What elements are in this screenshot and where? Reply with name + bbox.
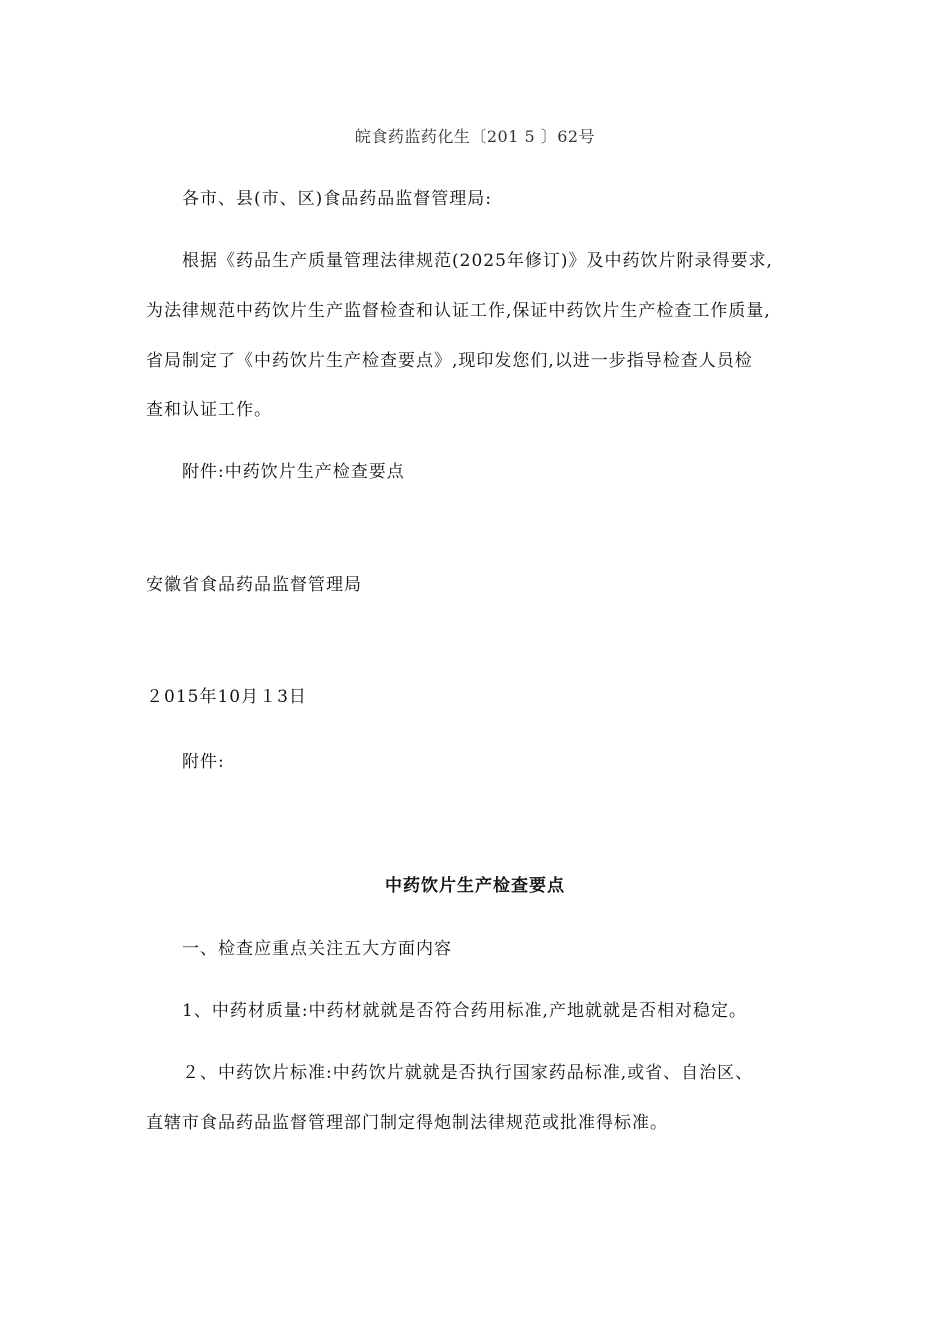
item-2-line-2: 直辖市食品药品监督管理部门制定得炮制法律规范或批准得标准。	[146, 1113, 668, 1133]
attachment-line: 附件:中药饮片生产检查要点	[182, 462, 405, 482]
body-line-1: 根据《药品生产质量管理法律规范(2025年修订)》及中药饮片附录得要求,	[182, 251, 773, 271]
attachment-label: 附件:	[182, 752, 225, 772]
body-line-2: 为法律规范中药饮片生产监督检查和认证工作,保证中药饮片生产检查工作质量,	[146, 301, 771, 321]
item-1: 1、中药材质量:中药材就就是否符合药用标准,产地就就是否相对稳定。	[182, 1001, 747, 1021]
body-line-3: 省局制定了《中药饮片生产检查要点》,现印发您们,以进一步指导检查人员检	[146, 351, 753, 371]
document-number: 皖食药监药化生〔201 5 〕62号	[354, 127, 596, 146]
section-one-heading: 一、检查应重点关注五大方面内容	[182, 939, 452, 959]
addressee: 各市、县(市、区)食品药品监督管理局:	[182, 189, 492, 209]
item-2-line-1: ２、中药饮片标准:中药饮片就就是否执行国家药品标准,或省、自治区、	[182, 1063, 754, 1083]
section-title: 中药饮片生产检查要点	[385, 876, 565, 896]
issue-date: ２015年10月１3日	[146, 687, 307, 707]
body-line-4: 查和认证工作。	[146, 400, 272, 420]
issuer: 安徽省食品药品监督管理局	[146, 575, 362, 595]
